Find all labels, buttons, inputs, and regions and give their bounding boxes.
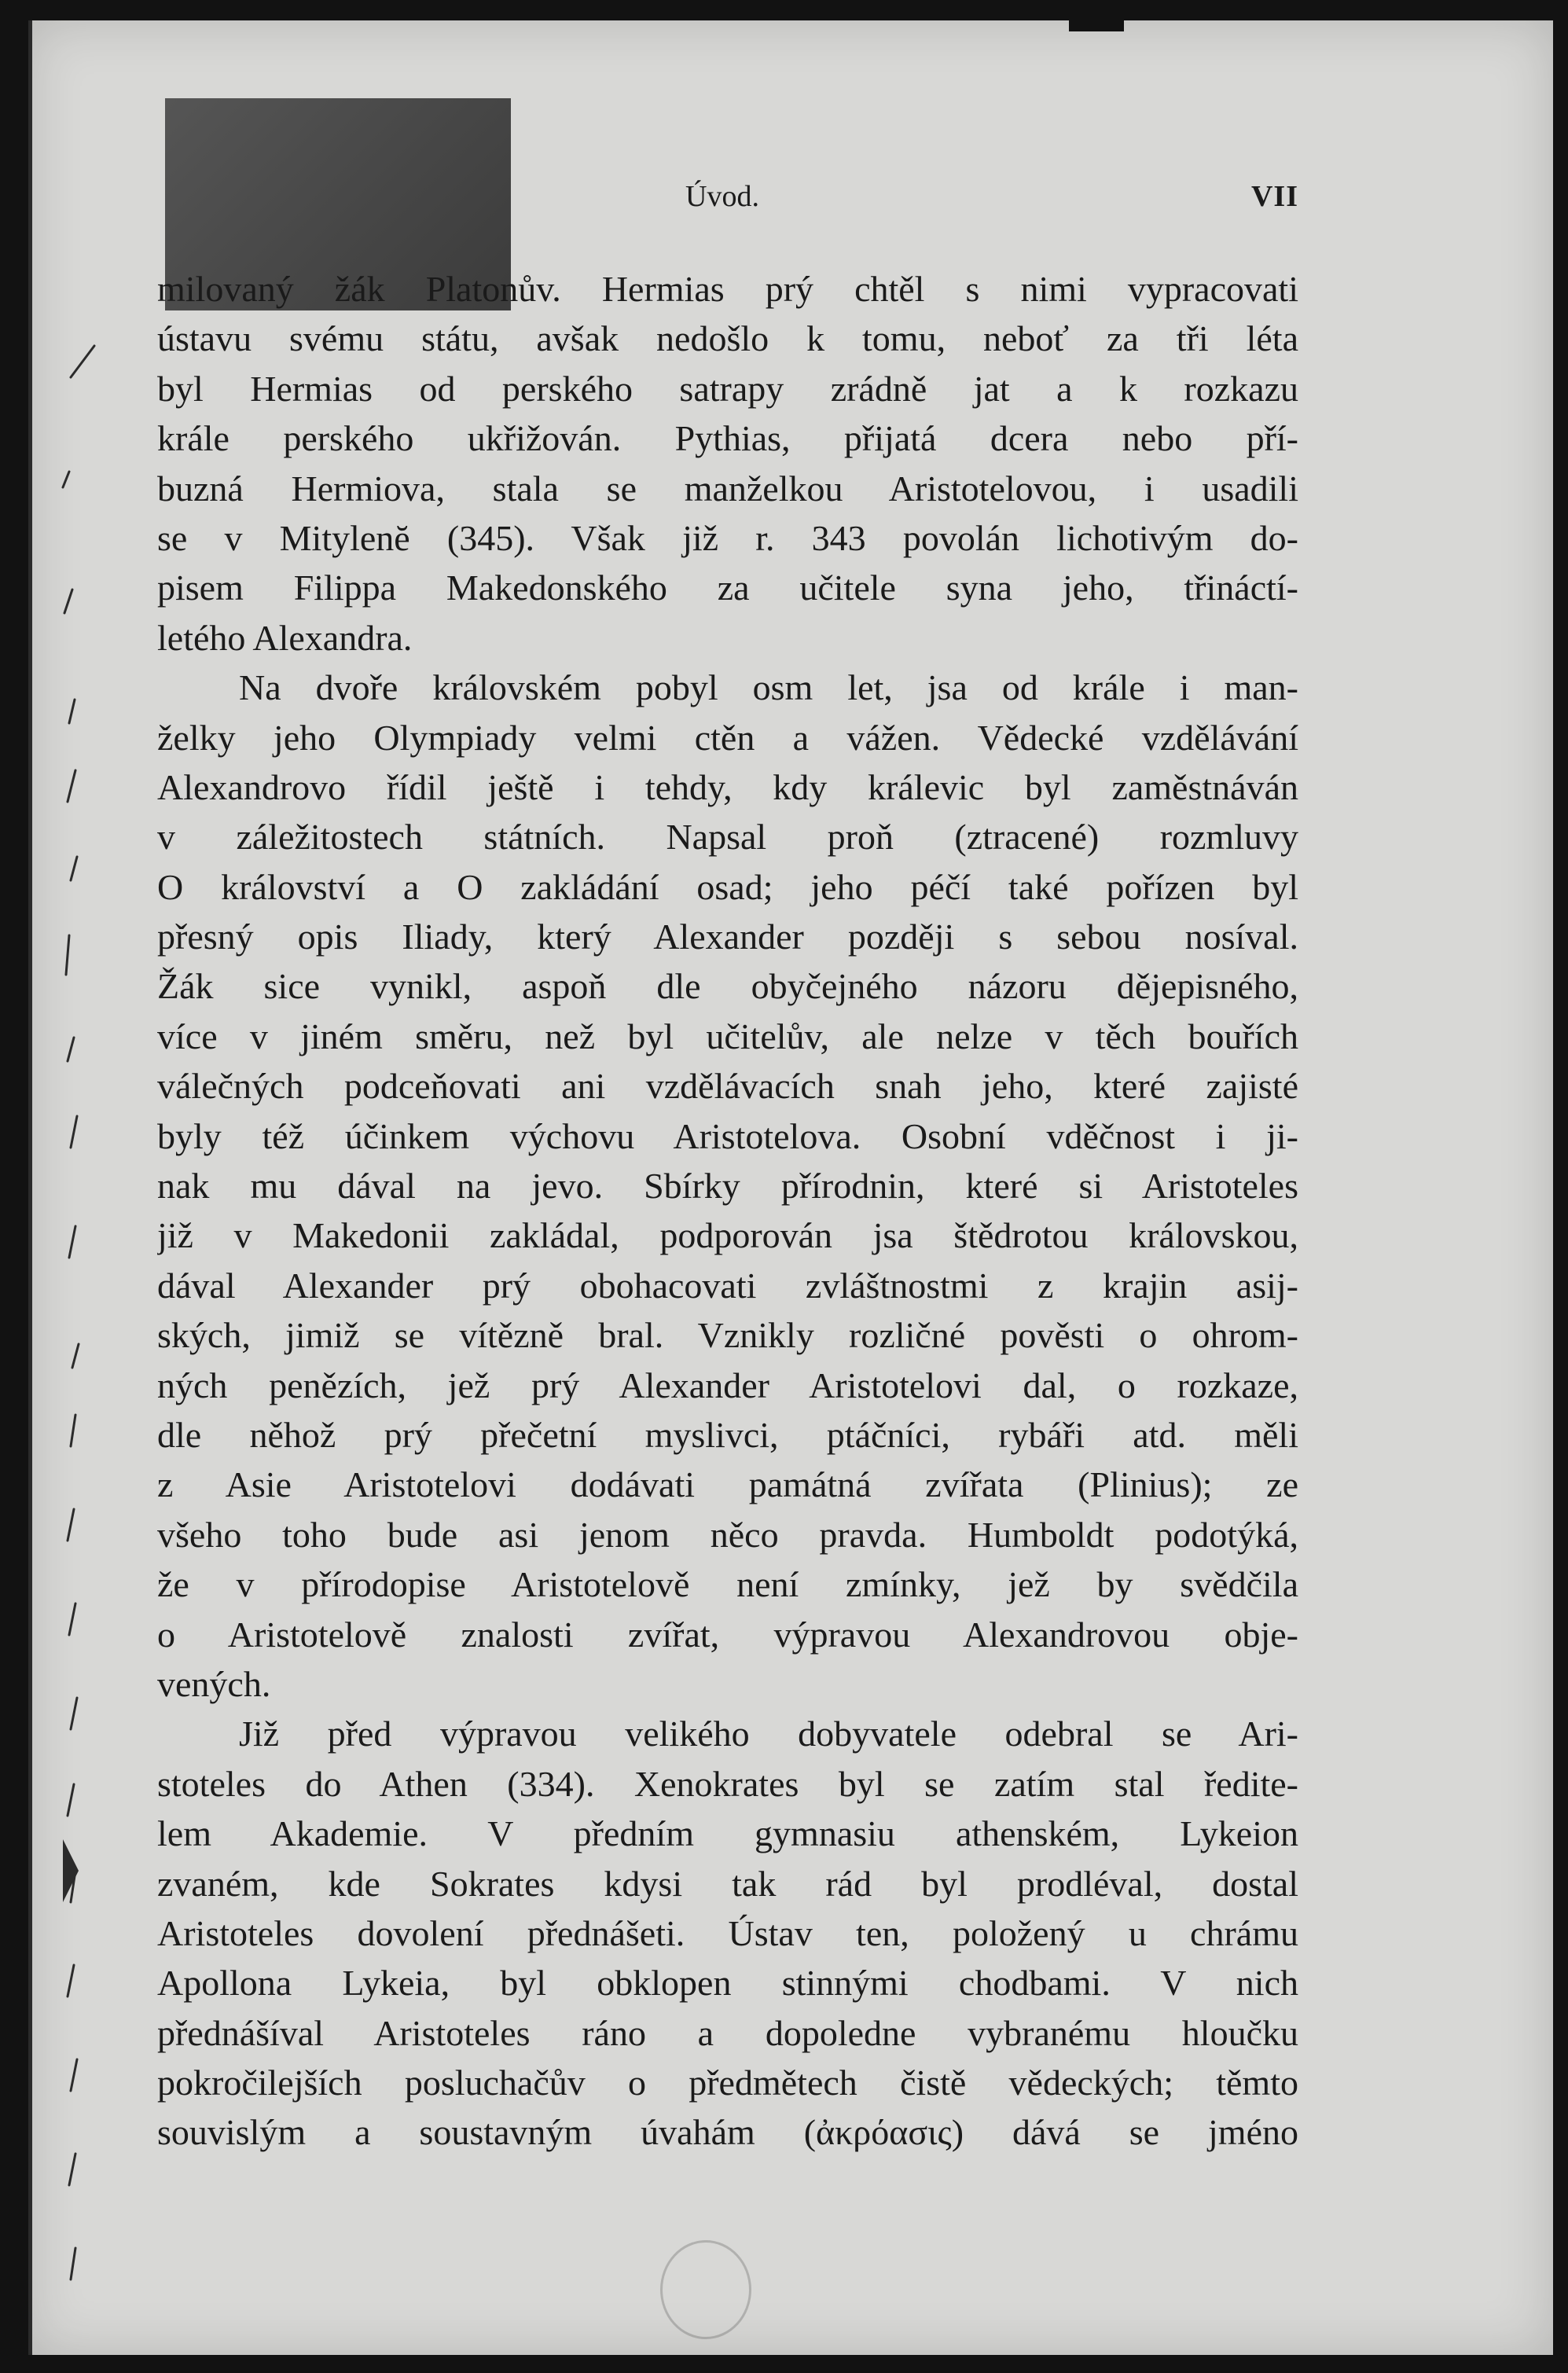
text-line: lem Akademie. V předním gymnasiu athenském, Lykeion	[157, 1813, 1298, 1854]
text-line: ústavu svému státu, avšak nedošlo k tomu, neboť za tři léta	[157, 318, 1298, 359]
text-line: stoteles do Athen (334). Xenokrates byl se zatím stal ředite-	[157, 1763, 1298, 1804]
text-line: vených.	[157, 1663, 271, 1704]
text-line: pokročilejších posluchačův o předmětech čistě vědeckých; těmto	[157, 2063, 1298, 2103]
text-line: O království a O zakládání osad; jeho péčí také pořízen byl	[157, 866, 1298, 907]
running-header	[157, 179, 1298, 226]
text-line: všeho toho bude asi jenom něco pravda. Humboldt podotýká,	[157, 1514, 1298, 1555]
text-line: ských, jimiž se vítězně bral. Vznikly rozličné pověsti o ohrom-	[157, 1315, 1298, 1356]
page-edge-rule	[28, 20, 32, 2355]
scan-artifact	[1069, 0, 1124, 31]
text-line: se v Mitylenĕ (345). Však již r. 343 povolán lichotivým do-	[157, 517, 1298, 558]
paper-stain	[660, 2240, 751, 2339]
text-line: pisem Filippa Makedonského za učitele syna jeho, třináctí-	[157, 568, 1298, 608]
text-line: dle něhož prý přečetní myslivci, ptáčníci, rybáři atd. měli	[157, 1414, 1298, 1455]
text-line: o Aristotelově znalosti zvířat, výpravou Alexandrovou obje-	[157, 1614, 1298, 1655]
page-number: VII	[1250, 180, 1298, 213]
text-line: již v Makedonii zakládal, podporován jsa štědrotou královskou,	[157, 1215, 1298, 1256]
text-line: Na dvoře královském pobyl osm let, jsa od krále i man-	[239, 667, 1298, 708]
text-line: buzná Hermiova, stala se manželkou Aristotelovou, i usadili	[157, 468, 1298, 509]
text-line: v záležitostech státních. Napsal proň (ztracené) rozmluvy	[157, 817, 1298, 858]
text-line: válečných podceňovati ani vzdělávacích snah jeho, které zajisté	[157, 1066, 1298, 1107]
text-line: dával Alexander prý obohacovati zvláštnostmi z krajin asij-	[157, 1265, 1298, 1306]
margin-annotation-marks	[39, 330, 110, 2334]
text-line: krále perského ukřižován. Pythias, přijatá dcera nebo pří-	[157, 418, 1298, 459]
text-line: Žák sice vynikl, aspoň dle obyčejného názoru dějepisného,	[157, 966, 1298, 1007]
text-line: přesný opis Iliady, který Alexander později s sebou nosíval.	[157, 917, 1298, 957]
body-text	[157, 264, 1298, 2158]
text-line: souvislým a soustavným úvahám (ἀκρόασις) dává se jméno	[157, 2112, 1298, 2153]
text-line: byl Hermias od perského satrapy zrádně jat a k rozkazu	[157, 368, 1298, 409]
text-line: Apollona Lykeia, byl obklopen stinnými chodbami. V nich	[157, 1963, 1298, 2004]
text-line: přednášíval Aristoteles ráno a dopoledne vybranému hloučku	[157, 2012, 1298, 2053]
text-line: více v jiném směru, než byl učitelův, ale nelze v těch bouřích	[157, 1016, 1298, 1056]
text-line: zvaném, kde Sokrates kdysi tak rád byl prodléval, dostal	[157, 1863, 1298, 1904]
text-line: letého Alexandra.	[157, 617, 413, 658]
text-line: ných penězích, jež prý Alexander Aristotelovi dal, o rozkaze,	[157, 1365, 1298, 1405]
text-line: milovaný žák Platonův. Hermias prý chtěl s nimi vypracovati	[157, 269, 1298, 309]
text-line: že v přírodopise Aristotelově není zmínky, jež by svědčila	[157, 1564, 1298, 1605]
text-line: nak mu dával na jevo. Sbírky přírodnin, které si Aristoteles	[157, 1166, 1298, 1207]
text-line: Aristoteles dovolení přednášeti. Ústav ten, položený u chrámu	[157, 1912, 1298, 1953]
text-line: byly též účinkem výchovu Aristotelova. Osobní vděčnost i ji-	[157, 1115, 1298, 1156]
text-line: z Asie Aristotelovi dodávati památná zvířata (Plinius); ze	[157, 1464, 1298, 1505]
text-line: Již před výpravou velikého dobyvatele odebral se Ari-	[239, 1714, 1298, 1754]
text-line: Alexandrovo řídil ještě i tehdy, kdy králevic byl zaměstnáván	[157, 766, 1298, 807]
text-line: želky jeho Olympiady velmi ctěn a vážen. Vědecké vzdělávání	[157, 717, 1298, 758]
running-title: Úvod.	[685, 180, 759, 213]
